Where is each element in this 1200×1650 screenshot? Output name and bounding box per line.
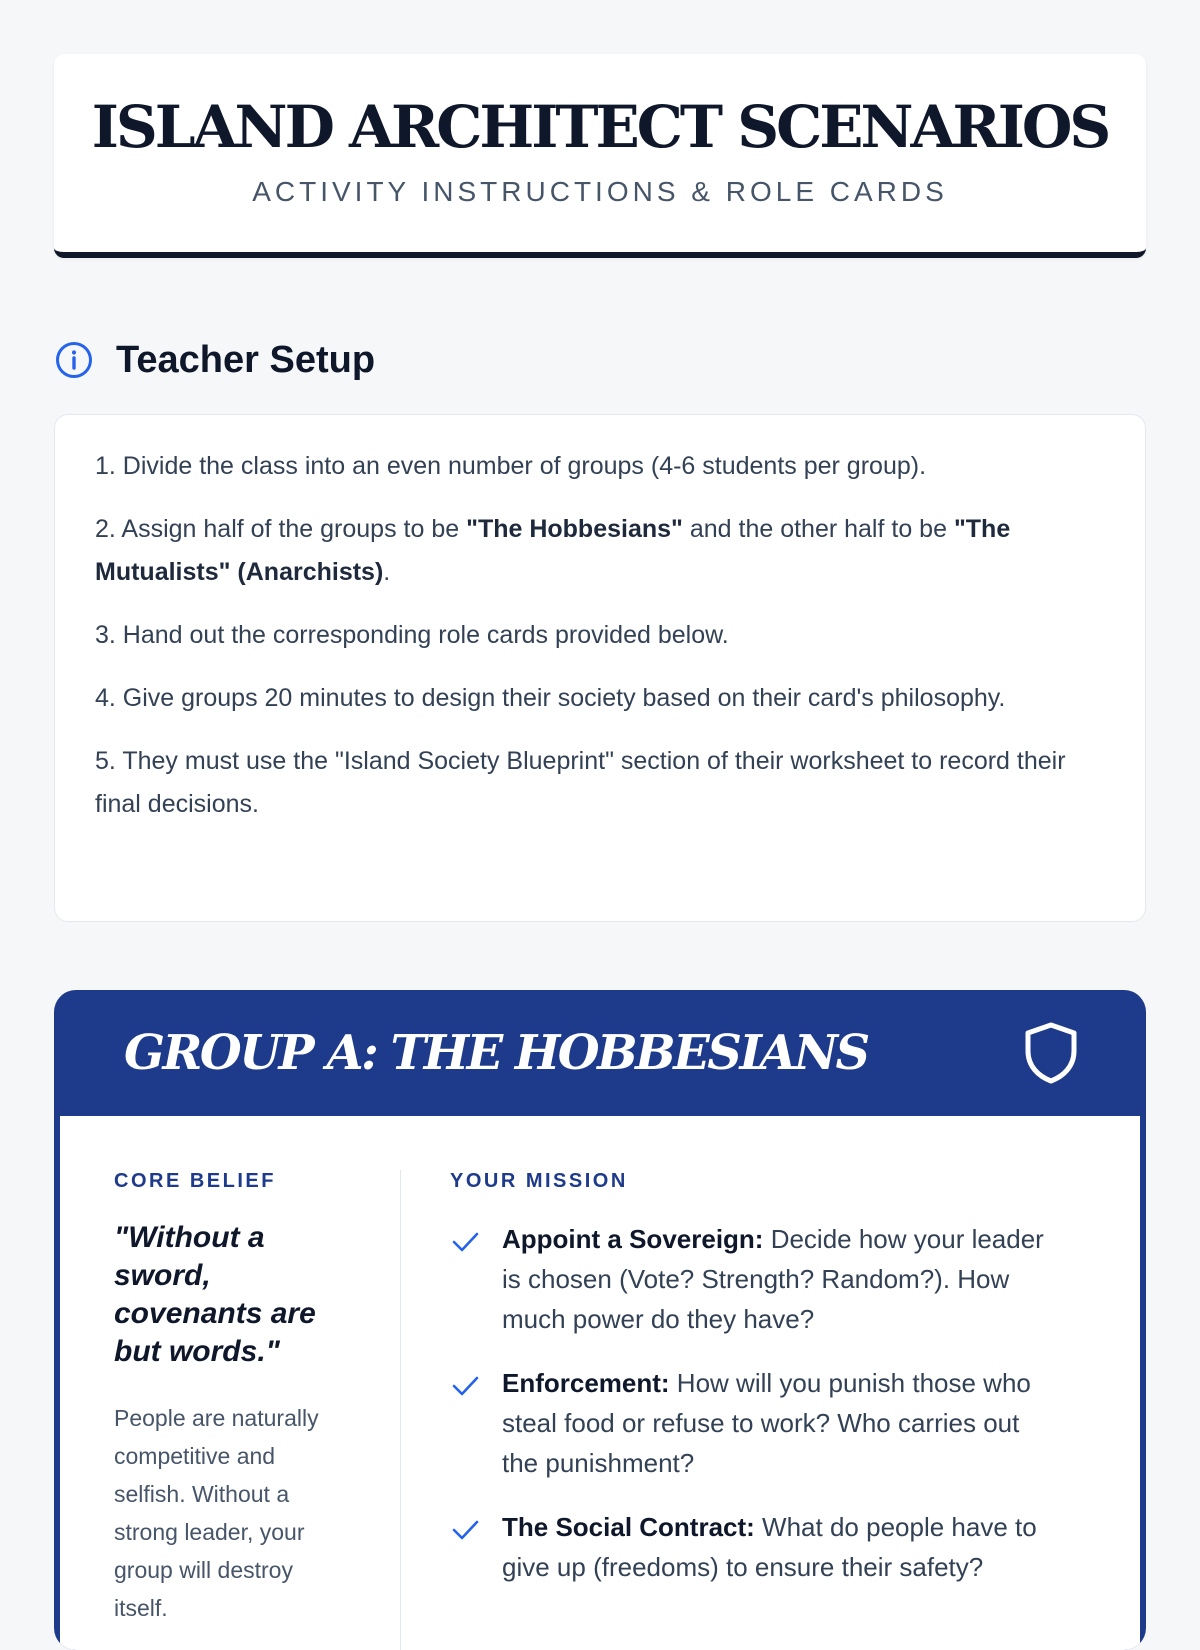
- column-divider: [400, 1170, 401, 1650]
- check-icon: [450, 1515, 480, 1545]
- mission-label: YOUR MISSION: [450, 1170, 628, 1192]
- check-icon: [450, 1371, 480, 1401]
- hobbesians-label: "The Hobbesians": [466, 515, 683, 543]
- core-belief-column: [114, 1170, 344, 1627]
- page-title: ISLAND ARCHITECT SCENARIOS: [91, 93, 1109, 161]
- role-card-header: [60, 990, 1140, 1116]
- step-text: 2. Assign half of the groups to be: [95, 515, 467, 543]
- mission-item: [450, 1507, 1050, 1587]
- setup-step: 3. Hand out the corresponding role cards provided below.: [95, 621, 729, 649]
- role-card-body: [60, 1116, 1140, 1650]
- mission-item: [450, 1363, 1050, 1483]
- step-text: and the other half to be: [682, 515, 954, 543]
- mission-list: [450, 1219, 1050, 1587]
- mission-title: Enforcement:: [502, 1368, 670, 1398]
- setup-step: 5. They must use the "Island Society Blueprint" section of their worksheet to record their final decisions.: [95, 747, 1066, 818]
- shield-icon: [1022, 1021, 1080, 1085]
- core-belief-text: People are naturally competitive and selfish. Without a strong leader, your group will destroy itself.: [114, 1405, 319, 1621]
- teacher-setup-heading: [54, 338, 375, 382]
- setup-step: [95, 508, 1105, 594]
- role-card-title: GROUP A: THE HOBBESIANS: [124, 1025, 868, 1081]
- core-belief-label: CORE BELIEF: [114, 1170, 276, 1192]
- title-card: [54, 54, 1146, 258]
- mission-text: [502, 1363, 1050, 1483]
- mission-title: The Social Contract:: [502, 1512, 755, 1542]
- mission-column: [450, 1170, 1050, 1611]
- mission-description: Decide how your leader is chosen (Vote? Strength? Random?). How much power do they have?: [502, 1224, 1044, 1334]
- mission-description: What do people have to give up (freedoms) to ensure their safety?: [502, 1512, 1037, 1582]
- check-icon: [450, 1227, 480, 1257]
- mission-description: How will you punish those who steal food or refuse to work? Who carries out the punishment?: [502, 1368, 1031, 1478]
- step-text: .: [383, 558, 391, 586]
- mission-text: [502, 1219, 1050, 1339]
- mutualists-label: "The Mutualists" (Anarchists): [95, 515, 1011, 586]
- mission-item: [450, 1219, 1050, 1339]
- core-belief-quote: "Without a sword, covenants are but words.": [114, 1221, 316, 1368]
- group-a-role-card: [54, 990, 1146, 1650]
- mission-title: Appoint a Sovereign:: [502, 1224, 764, 1254]
- page-subtitle: ACTIVITY INSTRUCTIONS & ROLE CARDS: [252, 175, 948, 207]
- setup-step: 4. Give groups 20 minutes to design their society based on their card's philosophy.: [95, 684, 1006, 712]
- teacher-setup-card: [54, 414, 1146, 922]
- setup-step: 1. Divide the class into an even number of groups (4-6 students per group).: [95, 452, 927, 480]
- info-icon: [54, 340, 94, 380]
- mission-text: [502, 1507, 1050, 1587]
- teacher-setup-title: Teacher Setup: [116, 338, 376, 381]
